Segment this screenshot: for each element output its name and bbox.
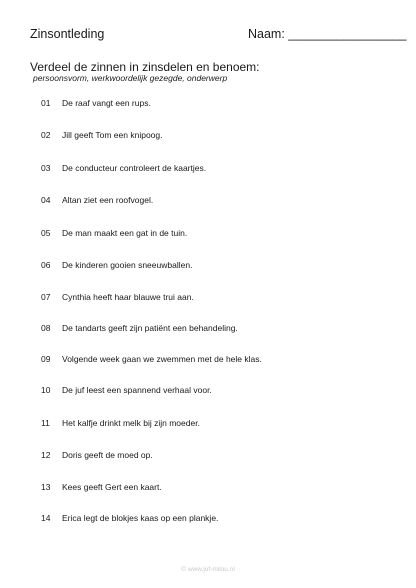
sentence-item: [0, 162, 416, 174]
footer-watermark: © www.juf-milou.nl: [181, 566, 235, 573]
sentence-item: [0, 481, 416, 493]
sentence-text: Altan ziet een roofvogel.: [62, 195, 154, 205]
sentence-text: De kinderen gooien sneeuwballen.: [62, 260, 193, 270]
name-field: Naam: _________________: [248, 27, 407, 41]
sentence-text: De conducteur controleert de kaartjes.: [62, 163, 207, 173]
sentence-number: 14: [41, 513, 51, 523]
sentence-text: Volgende week gaan we zwemmen met de hele klas.: [62, 354, 262, 364]
sentence-number: 08: [41, 323, 51, 333]
instruction-subtext: persoonsvorm, werkwoordelijk gezegde, onderwerp: [33, 73, 228, 83]
sentence-item: [0, 129, 416, 141]
sentence-item: [0, 512, 416, 524]
sentence-text: Doris geeft de moed op.: [62, 450, 153, 460]
sentence-number: 09: [41, 354, 51, 364]
sentence-text: Cynthia heeft haar blauwe trui aan.: [62, 292, 194, 302]
sentence-number: 13: [41, 482, 51, 492]
sentence-number: 12: [41, 450, 51, 460]
instruction-text: Verdeel de zinnen in zinsdelen en benoem:: [30, 60, 260, 74]
sentence-number: 01: [41, 98, 51, 108]
sentence-number: 03: [41, 163, 51, 173]
worksheet-title: Zinsontleding: [30, 27, 105, 41]
sentence-number: 05: [41, 228, 51, 238]
sentence-number: 11: [41, 418, 50, 428]
sentence-item: [0, 194, 416, 206]
sentence-text: De tandarts geeft zijn patiënt een behandeling.: [62, 323, 238, 333]
sentence-number: 04: [41, 195, 51, 205]
sentence-item: [0, 417, 416, 429]
sentence-number: 07: [41, 292, 51, 302]
sentence-item: [0, 97, 416, 109]
sentence-number: 02: [41, 130, 51, 140]
sentence-item: [0, 227, 416, 239]
sentence-item: [0, 384, 416, 396]
sentence-text: Het kalfje drinkt melk bij zijn moeder.: [62, 418, 200, 428]
sentence-text: De raaf vangt een rups.: [62, 98, 151, 108]
sentence-text: Erica legt de blokjes kaas op een plankje.: [62, 513, 219, 523]
sentence-item: [0, 353, 416, 365]
sentence-item: [0, 259, 416, 271]
sentence-item: [0, 449, 416, 461]
sentence-text: Jill geeft Tom een knipoog.: [62, 130, 163, 140]
sentence-item: [0, 322, 416, 334]
sentence-text: De man maakt een gat in de tuin.: [62, 228, 188, 238]
sentence-number: 06: [41, 260, 51, 270]
sentence-number: 10: [41, 385, 51, 395]
sentence-item: [0, 291, 416, 303]
sentence-text: De juf leest een spannend verhaal voor.: [62, 385, 212, 395]
sentence-text: Kees geeft Gert een kaart.: [62, 482, 162, 492]
